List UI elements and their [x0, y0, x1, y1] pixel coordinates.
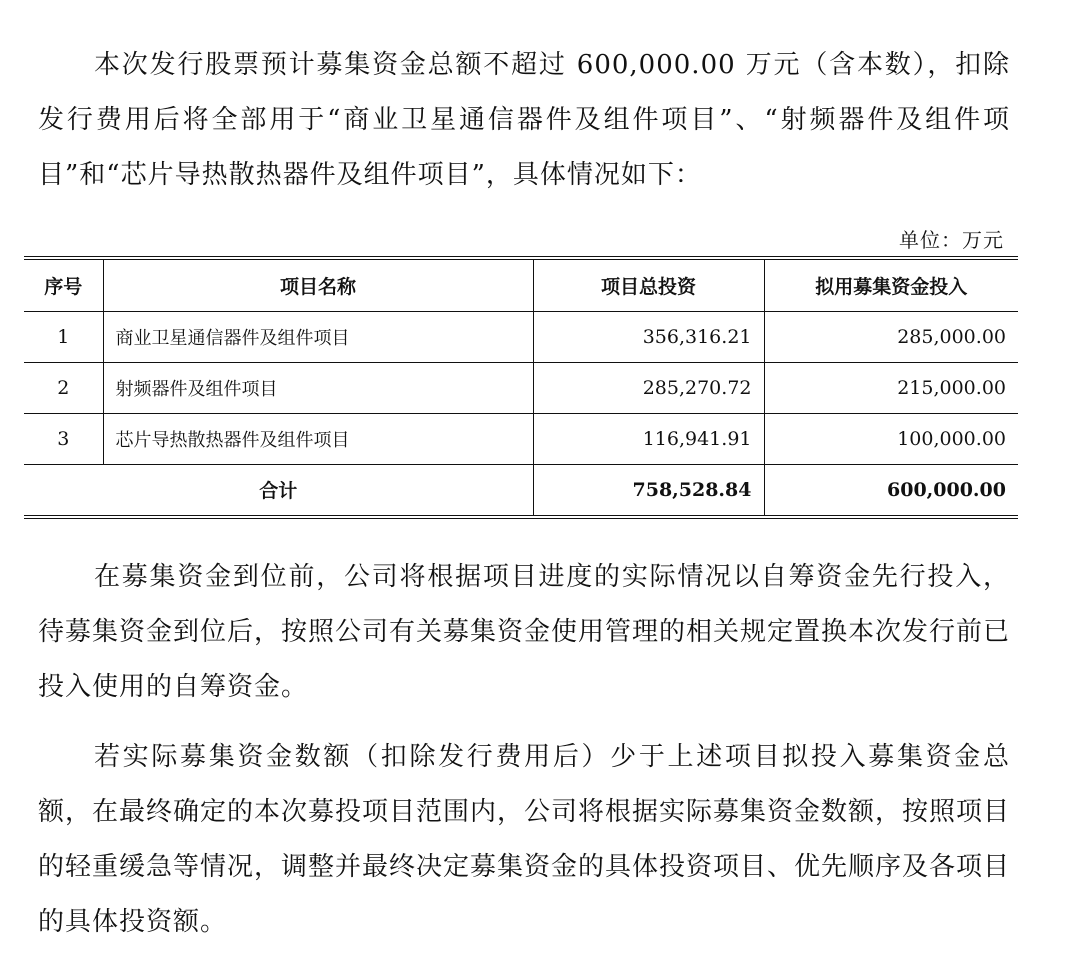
header-no: 序号	[24, 260, 103, 311]
fund-usage-table	[24, 256, 1018, 519]
before-funds-paragraph: 在募集资金到位前，公司将根据项目进度的实际情况以自筹资金先行投入，待募集资金到位后，按照公司有关募集资金使用管理的相关规定置换本次发行前已投入使用的自筹资金。	[38, 562, 1011, 702]
row-no: 1	[24, 311, 103, 362]
row-total: 285,270.72	[533, 362, 764, 413]
table-unit-label: 单位：万元	[899, 228, 1004, 252]
table-header-row	[24, 260, 1018, 311]
row-no: 2	[24, 362, 103, 413]
row-name: 商业卫星通信器件及组件项目	[103, 311, 533, 362]
total-investment: 758,528.84	[533, 464, 764, 515]
header-name: 项目名称	[103, 260, 533, 311]
header-total: 项目总投资	[533, 260, 764, 311]
table-row	[24, 413, 1018, 464]
row-total: 116,941.91	[533, 413, 764, 464]
row-total: 356,316.21	[533, 311, 764, 362]
row-name: 芯片导热散热器件及组件项目	[103, 413, 533, 464]
row-no: 3	[24, 413, 103, 464]
intro-paragraph: 本次发行股票预计募集资金总额不超过 600,000.00 万元（含本数），扣除发行费用后将全部用于“商业卫星通信器件及组件项目”、“射频器件及组件项目”和“芯片导热散热器件及组件项目”，具体情况如下：	[38, 50, 1010, 190]
total-raise: 600,000.00	[764, 464, 1018, 515]
row-raise: 285,000.00	[764, 311, 1018, 362]
header-raise: 拟用募集资金投入	[764, 260, 1018, 311]
row-raise: 100,000.00	[764, 413, 1018, 464]
shortfall-paragraph: 若实际募集资金数额（扣除发行费用后）少于上述项目拟投入募集资金总额，在最终确定的本次募投项目范围内，公司将根据实际募集资金数额，按照项目的轻重缓急等情况，调整并最终决定募集资金的具体投资项目、优先顺序及各项目的具体投资额。	[38, 742, 1011, 937]
table-row	[24, 311, 1018, 362]
total-label: 合计	[24, 464, 533, 515]
row-raise: 215,000.00	[764, 362, 1018, 413]
table-total-row	[24, 464, 1018, 515]
table-row	[24, 362, 1018, 413]
row-name: 射频器件及组件项目	[103, 362, 533, 413]
